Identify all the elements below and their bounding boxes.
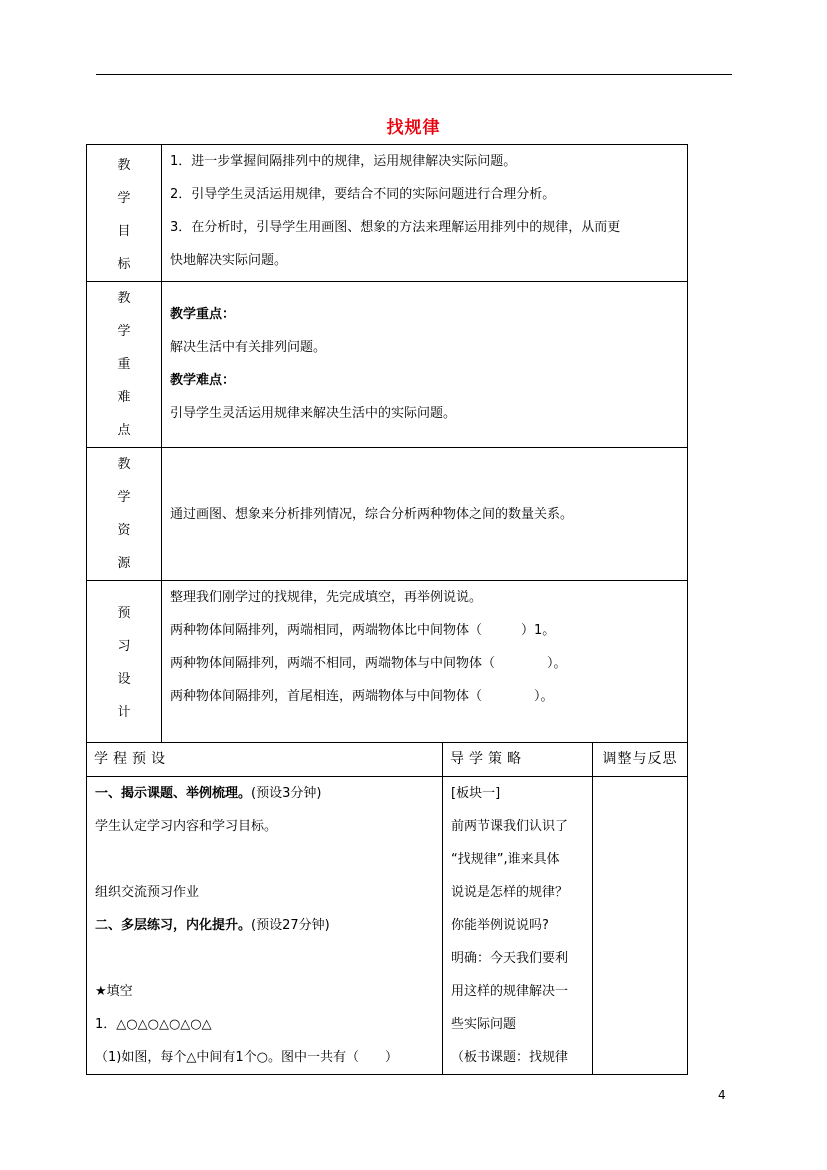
focus-title: 教学重点： — [170, 307, 236, 322]
resources-text: 通过画图、想象来分析排列情况，综合分析两种物体之间的数量关系。 — [170, 506, 574, 522]
process-body-row — [87, 777, 688, 1075]
resources-row — [87, 448, 688, 581]
page-number: 4 — [718, 1088, 726, 1102]
process-line: （1)如图，每个△中间有1个○。图中一共有（ ） — [95, 1050, 398, 1065]
strategy-line: 你能举例说说吗? — [451, 918, 549, 933]
process-header-row — [87, 743, 688, 777]
process-line — [87, 843, 442, 876]
objective-item: 3．在分析时，引导学生用画图、想象的方法来理解运用排列中的规律，从而更 — [170, 220, 621, 235]
strategy-line: （板书课题：找规律 — [451, 1050, 569, 1065]
strategy-line: 用这样的规律解决一 — [451, 984, 569, 999]
objective-item: 2．引导学生灵活运用规律，要结合不同的实际问题进行合理分析。 — [170, 187, 556, 202]
objectives-content — [162, 145, 688, 282]
process-line: ★填空 — [95, 984, 133, 999]
preview-content — [162, 581, 688, 743]
key-points-row — [87, 282, 688, 448]
strategy-line: “找规律”,谁来具体 — [451, 852, 560, 867]
process-line: 学生认定学习内容和学习目标。 — [95, 819, 278, 834]
objective-item: 1．进一步掌握间隔排列中的规律，运用规律解决实际问题。 — [170, 154, 517, 169]
focus-text: 解决生活中有关排列问题。 — [170, 340, 327, 355]
key-points-content — [162, 282, 688, 448]
difficulty-text: 引导学生灵活运用规律来解决生活中的实际问题。 — [170, 406, 457, 421]
strategy-line: 前两节课我们认识了 — [451, 819, 569, 834]
strategy-line: 些实际问题 — [451, 1017, 517, 1032]
strategy-line: [板块一] — [451, 786, 501, 801]
process-line — [87, 942, 442, 975]
strategy-line: 明确：今天我们要利 — [451, 951, 569, 966]
resources-label: 教 学 资 源 — [87, 448, 162, 581]
process-line: 1．△○△○△○△○△ — [95, 1017, 212, 1032]
difficulty-title: 教学难点： — [170, 373, 236, 388]
header-rule — [96, 74, 732, 75]
process-left — [87, 777, 443, 1075]
header-strategy: 导学策略 — [443, 743, 593, 777]
strategy-line: 说说是怎样的规律？ — [451, 885, 569, 900]
preview-item: 整理我们刚学过的找规律，先完成填空，再举例说说。 — [170, 590, 483, 605]
preview-item: 两种物体间隔排列，两端相同，两端物体比中间物体（ ）1。 — [170, 623, 556, 638]
process-reflection — [593, 777, 688, 1075]
key-points-label: 教 学 重 难 点 — [87, 282, 162, 448]
header-process: 学程预设 — [87, 743, 443, 777]
objectives-row — [87, 145, 688, 282]
preview-row — [87, 581, 688, 743]
preview-item: 两种物体间隔排列，首尾相连，两端物体与中间物体（ ）。 — [170, 689, 554, 704]
resources-content — [162, 448, 688, 581]
process-line: 二、多层练习，内化提升。(预设27分钟) — [95, 918, 330, 933]
header-reflection: 调整与反思 — [593, 743, 688, 777]
page-title: 找规律 — [386, 118, 441, 138]
preview-item: 两种物体间隔排列，两端不相同，两端物体与中间物体（ ）。 — [170, 656, 567, 671]
process-middle — [443, 777, 593, 1075]
preview-label: 预 习 设 计 — [87, 581, 162, 743]
objectives-label: 教 学 目 标 — [87, 145, 162, 282]
objective-item: 快地解决实际问题。 — [170, 253, 288, 268]
lesson-plan-table — [86, 144, 688, 1075]
process-line: 一、揭示课题、举例梳理。(预设3分钟) — [95, 786, 322, 801]
process-line: 组织交流预习作业 — [95, 885, 200, 900]
